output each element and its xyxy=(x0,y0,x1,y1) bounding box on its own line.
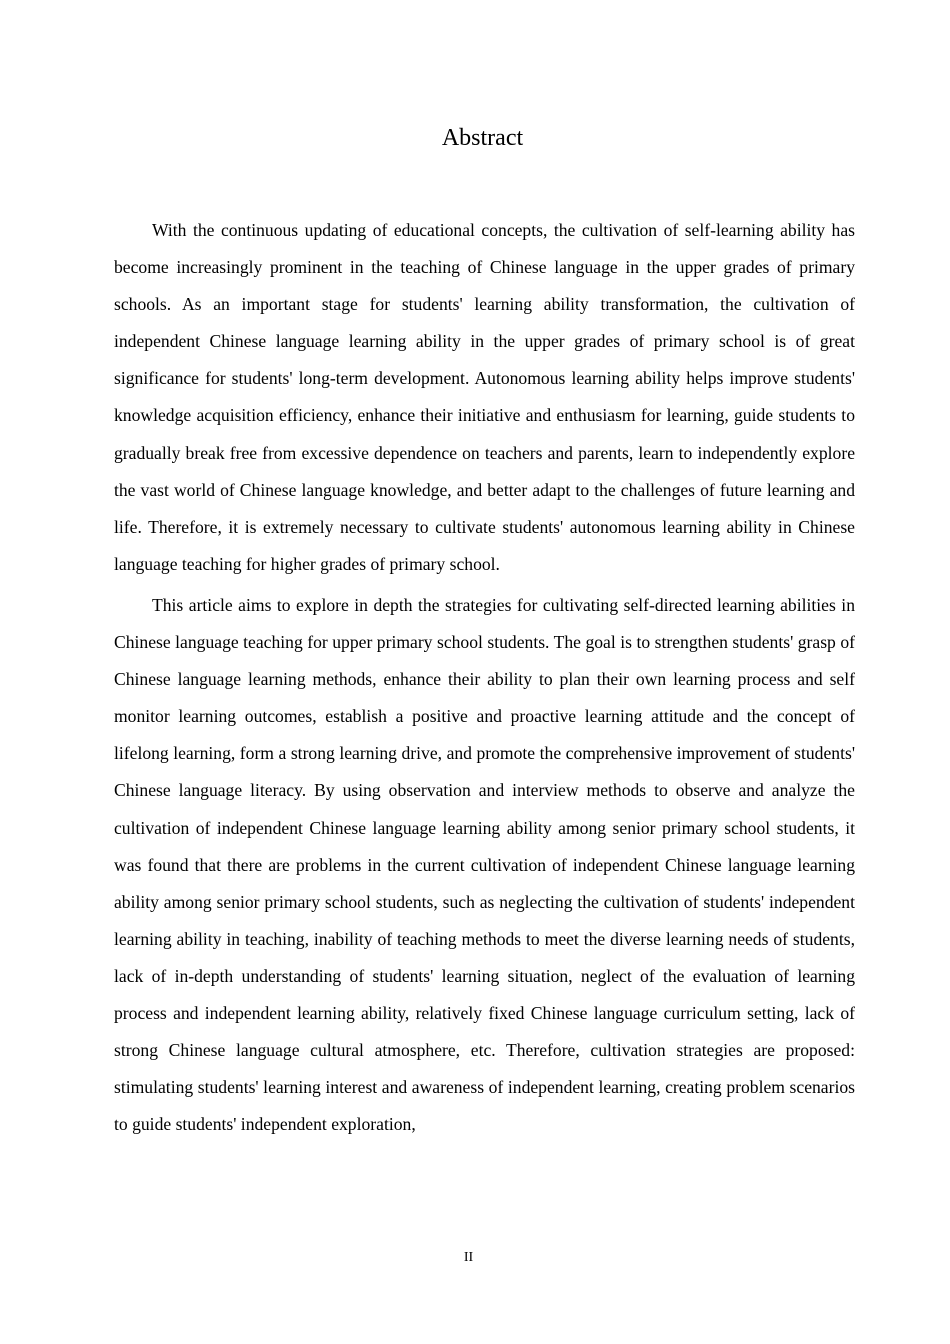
abstract-paragraph-2: This article aims to explore in depth the strategies for cultivating self-directed learning abilities in Chinese language teaching for upper primary school students. The goal is to strengthen students' grasp of Chinese language learning methods, enhance their ability to plan their own learning process and self monitor learning outcomes, establish a positive and proactive learning attitude and the concept of lifelong learning, form a strong learning drive, and promote the comprehensive improvement of students' Chinese language literacy. By using observation and interview methods to observe and analyze the cultivation of independent Chinese language learning ability among senior primary school students, it was found that there are problems in the current cultivation of independent Chinese language learning ability among senior primary school students, such as neglecting the cultivation of students' independent learning ability in teaching, inability of teaching methods to meet the diverse learning needs of students, lack of in-depth understanding of students' learning situation, neglect of the evaluation of learning process and independent learning ability, relatively fixed Chinese language curriculum setting, lack of strong Chinese language cultural atmosphere, etc. Therefore, cultivation strategies are proposed: stimulating students' learning interest and awareness of independent learning, creating problem scenarios to guide students' independent exploration, xyxy=(114,594,855,1135)
page-number: II xyxy=(463,1250,474,1265)
abstract-title: Abstract xyxy=(441,125,524,151)
abstract-paragraph-1: With the continuous updating of educational concepts, the cultivation of self-learning ability has become increasingly prominent in the teaching of Chinese language in the upper grades of primary schools. As an important stage for students' learning ability transformation, the cultivation of independent Chinese language learning ability in the upper grades of primary school is of great significance for students' long-term development. Autonomous learning ability helps improve students' knowledge acquisition efficiency, enhance their initiative and enthusiasm for learning, guide students to gradually break free from excessive dependence on teachers and parents, learn to independently explore the vast world of Chinese language knowledge, and better adapt to the challenges of future learning and life. Therefore, it is extremely necessary to cultivate students' autonomous learning ability in Chinese language teaching for higher grades of primary school. xyxy=(114,220,855,574)
abstract-body xyxy=(114,212,855,1143)
